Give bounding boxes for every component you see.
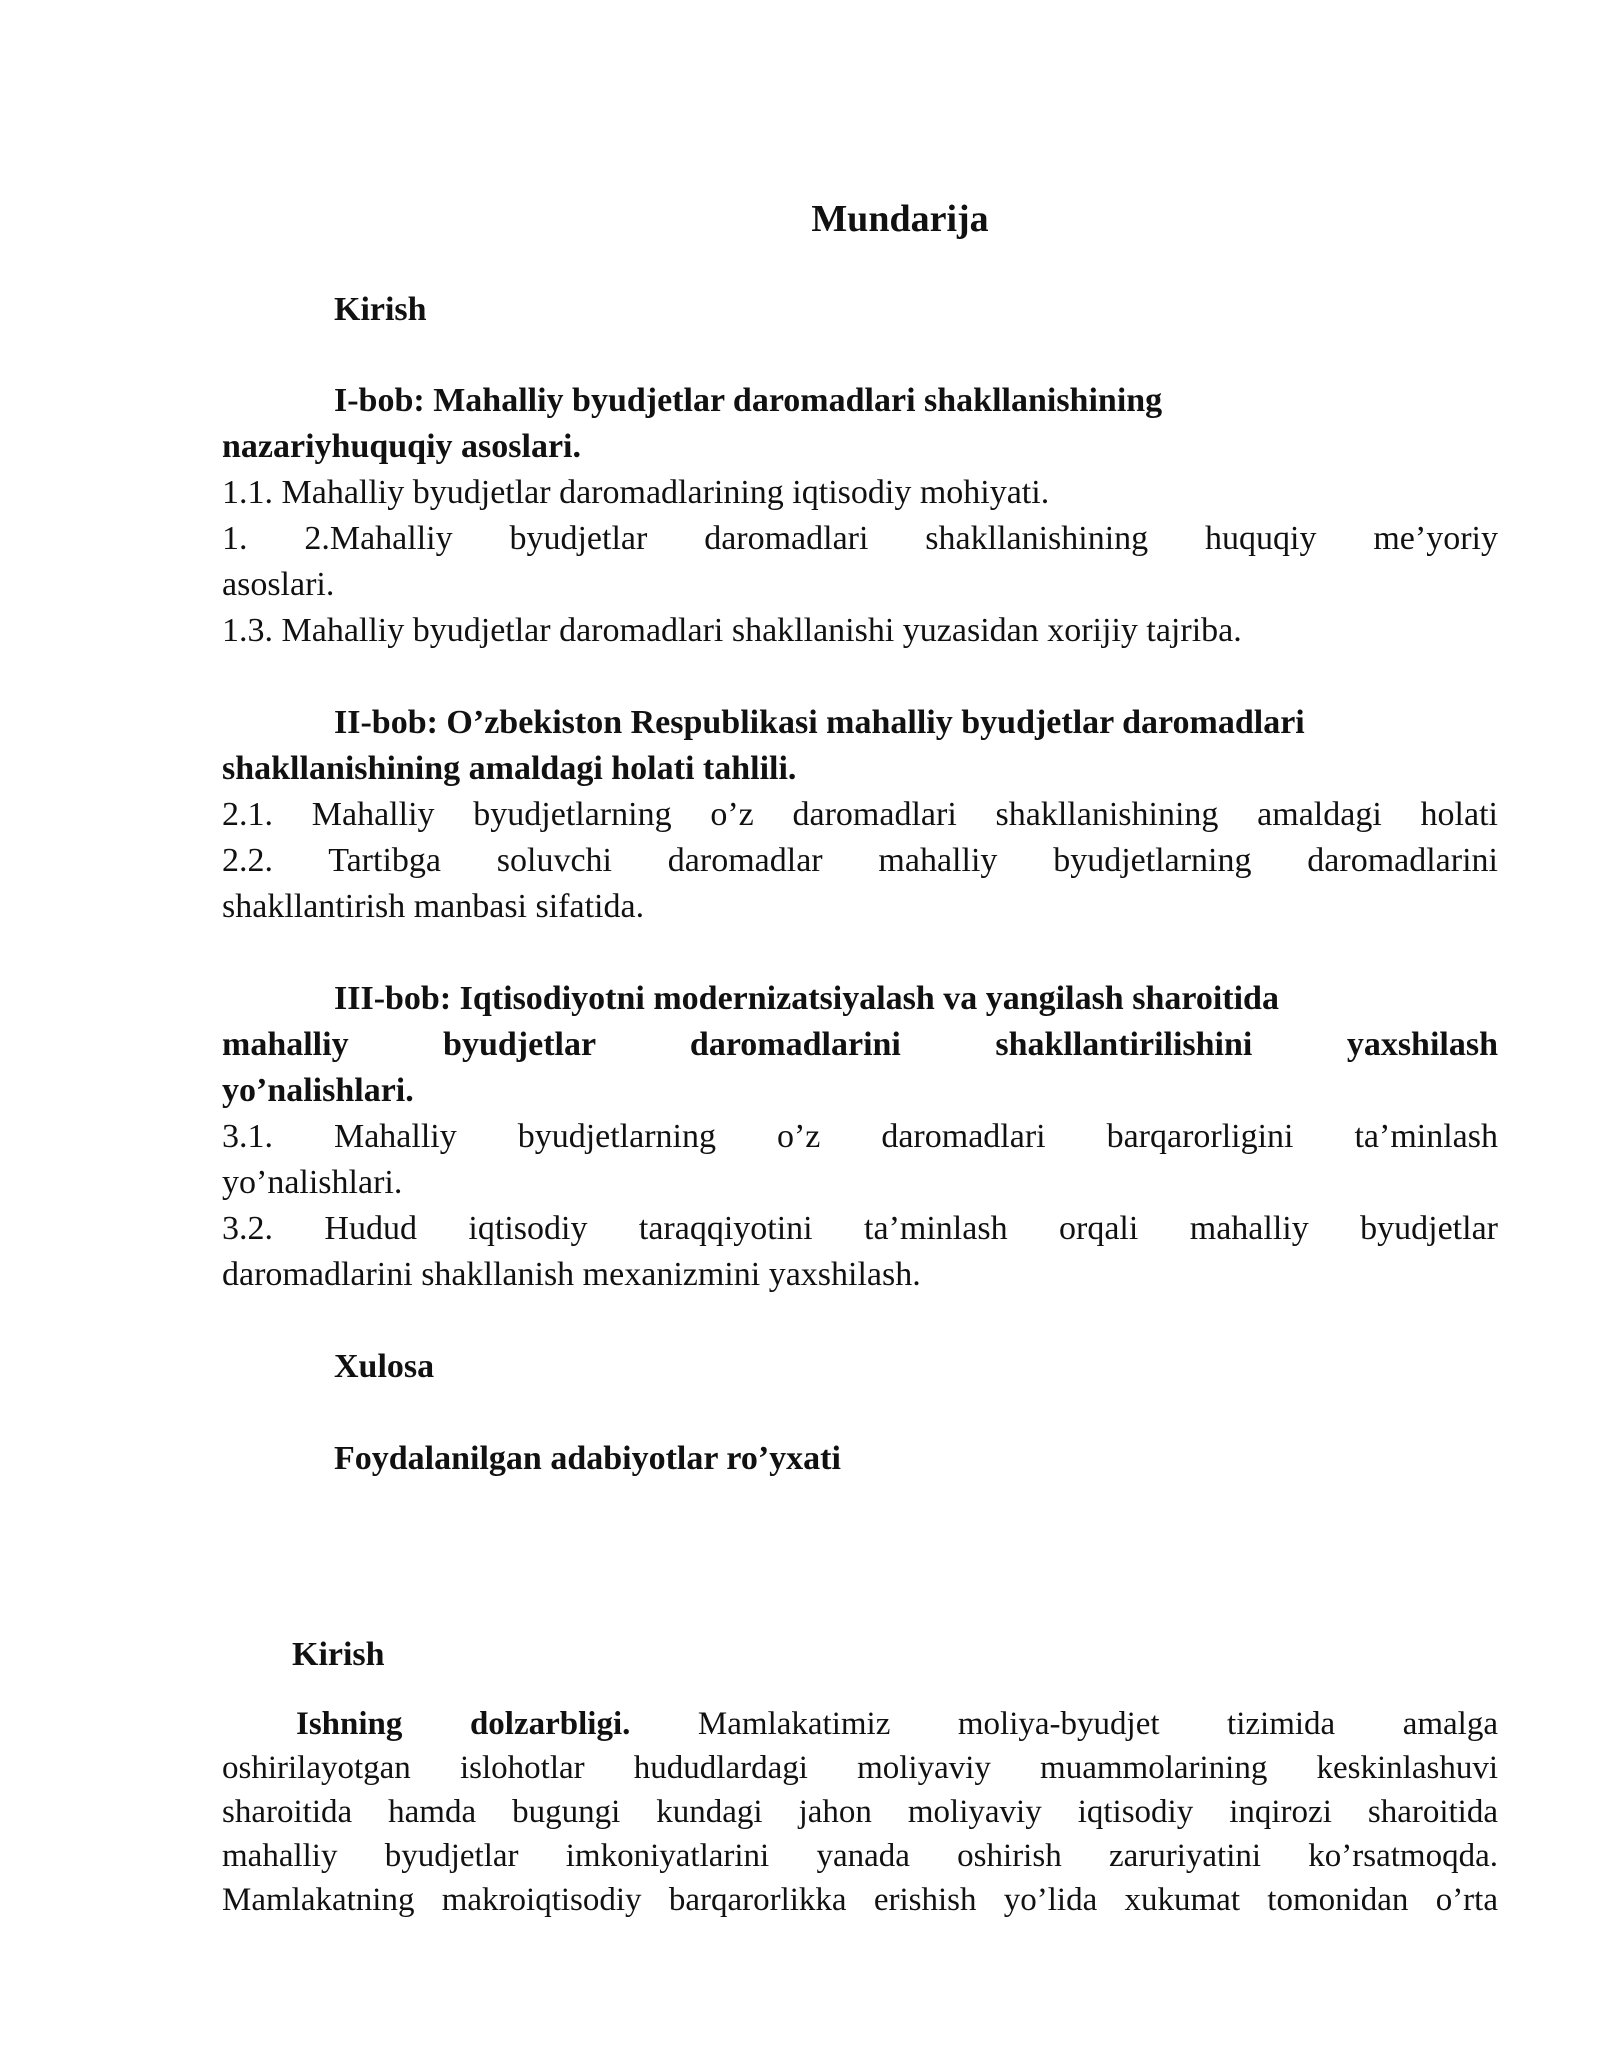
paragraph-line: sharoitida hamda bugungi kundagi jahon moliyaviy iqtisodiy inqirozi sharoitida bbox=[222, 1794, 1498, 1830]
toc-item-2-1: 2.1. Mahalliy byudjetlarning o’z daromadlari shakllanishining amaldagi holati bbox=[222, 796, 1498, 833]
toc-chapter2-heading-cont: shakllanishining amaldagi holati tahlili. bbox=[222, 750, 797, 787]
paragraph-line-rest: Mamlakatimiz moliya-byudjet tizimida amalga bbox=[630, 1706, 1498, 1742]
toc-intro: Kirish bbox=[334, 291, 427, 328]
toc-item-1-2-cont: asoslari. bbox=[222, 566, 335, 603]
toc-chapter3-heading-cont: mahalliy byudjetlar daromadlarini shakllantirilishini yaxshilash bbox=[222, 1026, 1498, 1063]
toc-item-3-2: 3.2. Hudud iqtisodiy taraqqiyotini ta’minlash orqali mahalliy byudjetlar bbox=[222, 1210, 1498, 1247]
toc-item-1-3: 1.3. Mahalliy byudjetlar daromadlari shakllanishi yuzasidan xorijiy tajriba. bbox=[222, 612, 1242, 649]
toc-item-2-2-cont: shakllantirish manbasi sifatida. bbox=[222, 888, 645, 925]
toc-item-2-2: 2.2. Tartibga soluvchi daromadlar mahalliy byudjetlarning daromadlarini bbox=[222, 842, 1498, 879]
toc-references: Foydalanilgan adabiyotlar ro’yxati bbox=[334, 1440, 841, 1477]
toc-item-3-2-cont: daromadlarini shakllanish mexanizmini yaxshilash. bbox=[222, 1256, 921, 1293]
paragraph-lead: Ishning dolzarbligi. bbox=[296, 1706, 631, 1742]
paragraph-line bbox=[222, 1702, 1498, 1746]
toc-chapter3-heading-end: yo’nalishlari. bbox=[222, 1072, 414, 1109]
body-heading: Kirish bbox=[292, 1636, 385, 1673]
intro-paragraph bbox=[222, 1702, 1498, 1922]
paragraph-line: oshirilayotgan islohotlar hududlardagi moliyaviy muammolarining keskinlashuvi bbox=[222, 1750, 1498, 1786]
toc-item-3-1: 3.1. Mahalliy byudjetlarning o’z daromadlari barqarorligini ta’minlash bbox=[222, 1118, 1498, 1155]
toc-chapter1-heading: I-bob: Mahalliy byudjetlar daromadlari shakllanishining bbox=[334, 382, 1163, 419]
toc-title: Mundarija bbox=[811, 198, 989, 240]
paragraph-line: mahalliy byudjetlar imkoniyatlarini yanada oshirish zaruriyatini ko’rsatmoqda. bbox=[222, 1838, 1498, 1874]
toc-conclusion: Xulosa bbox=[334, 1348, 435, 1385]
toc-item-1-1: 1.1. Mahalliy byudjetlar daromadlarining iqtisodiy mohiyati. bbox=[222, 474, 1050, 511]
paragraph-line: Mamlakatning makroiqtisodiy barqarorlikka erishish yo’lida xukumat tomonidan o’rta bbox=[222, 1882, 1498, 1918]
toc-item-1-2: 1. 2.Mahalliy byudjetlar daromadlari shakllanishining huquqiy me’yoriy bbox=[222, 520, 1498, 557]
toc-chapter3-heading: III-bob: Iqtisodiyotni modernizatsiyalash va yangilash sharoitida bbox=[334, 980, 1279, 1017]
toc-chapter2-heading: II-bob: O’zbekiston Respublikasi mahalliy byudjetlar daromadlari bbox=[334, 704, 1305, 741]
toc-chapter1-heading-cont: nazariyhuquqiy asoslari. bbox=[222, 428, 581, 465]
toc-item-3-1-cont: yo’nalishlari. bbox=[222, 1164, 403, 1201]
